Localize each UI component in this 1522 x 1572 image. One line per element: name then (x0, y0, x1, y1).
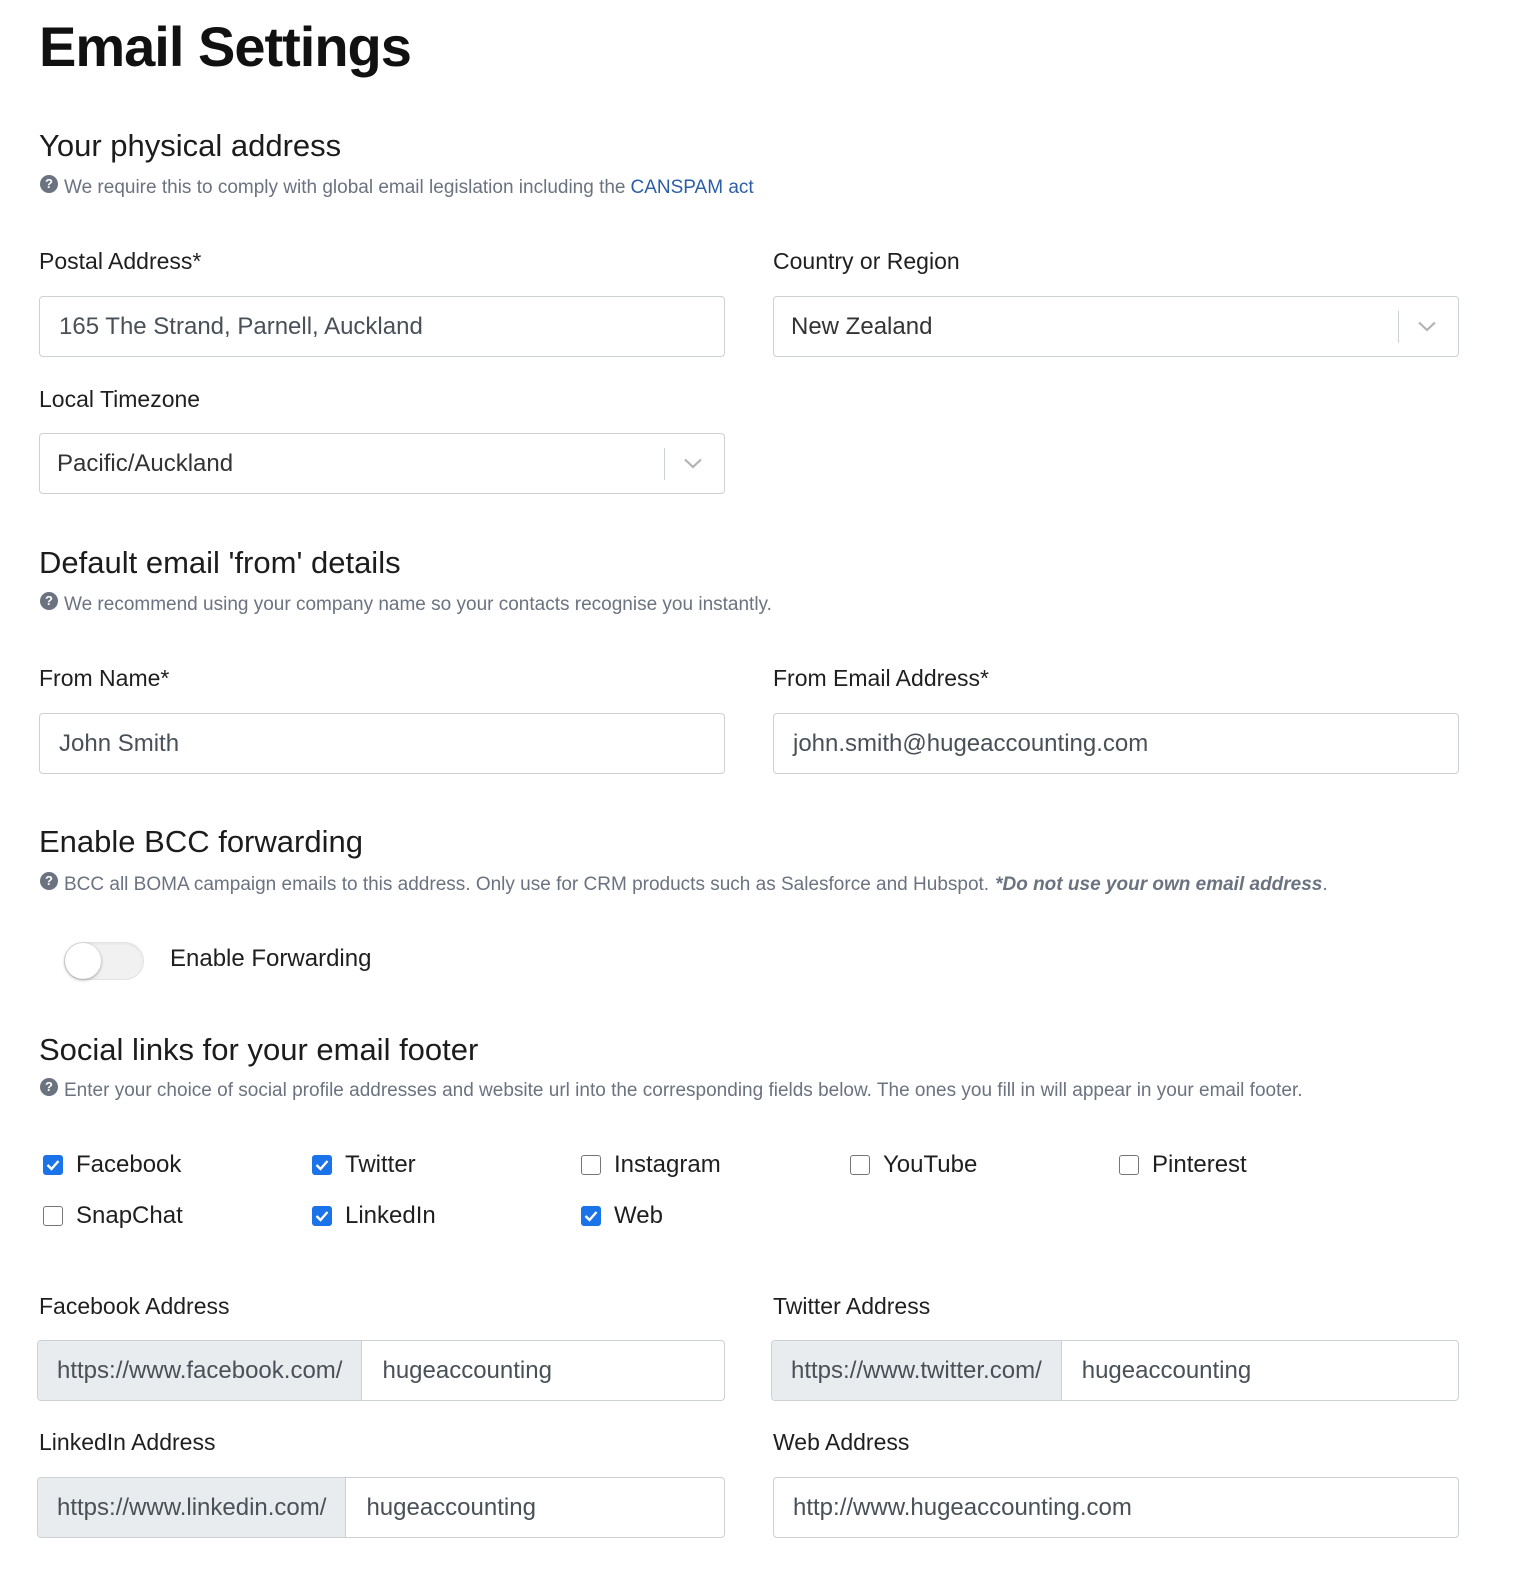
bcc-help (40, 874, 1328, 896)
bcc-help-period: . (1322, 874, 1328, 895)
select-separator (1398, 311, 1399, 343)
facebook-address-group (37, 1340, 725, 1401)
linkedin-address-input[interactable]: hugeaccounting (366, 1493, 536, 1521)
checkbox-label: Pinterest (1152, 1151, 1247, 1178)
country-select[interactable] (773, 296, 1459, 357)
checkbox-youtube[interactable] (850, 1151, 977, 1179)
checkbox-label: YouTube (883, 1151, 978, 1178)
checkbox-pinterest[interactable] (1119, 1151, 1247, 1179)
checkbox-linkedin[interactable] (312, 1202, 436, 1230)
from-name-value: John Smith (59, 729, 180, 757)
checkmark-icon (584, 1210, 598, 1222)
web-address-value: http://www.hugeaccounting.com (793, 1493, 1132, 1521)
timezone-value: Pacific/Auckland (57, 449, 234, 477)
from-section-title: Default email 'from' details (39, 545, 401, 580)
help-icon: ? (40, 175, 58, 193)
web-address-label: Web Address (773, 1429, 910, 1455)
from-email-label: From Email Address* (773, 665, 990, 691)
address-help-text: We require this to comply with global email legislation including the (64, 177, 626, 198)
checkbox-label: Instagram (614, 1151, 721, 1178)
from-name-label: From Name* (39, 665, 170, 691)
checkbox-web[interactable] (581, 1202, 663, 1230)
linkedin-address-group (37, 1477, 725, 1538)
checkbox-box[interactable] (43, 1155, 63, 1175)
checkbox-box[interactable] (312, 1206, 332, 1226)
facebook-address-label: Facebook Address (39, 1293, 230, 1319)
facebook-url-prefix: https://www.facebook.com/ (38, 1341, 362, 1400)
web-address-input[interactable] (773, 1477, 1459, 1538)
bcc-help-warning: *Do not use your own email address (995, 874, 1323, 895)
country-value: New Zealand (791, 312, 933, 340)
from-email-input[interactable] (773, 713, 1459, 774)
twitter-address-group (771, 1340, 1459, 1401)
checkbox-snapchat[interactable] (43, 1202, 183, 1230)
social-help (40, 1080, 1303, 1102)
help-icon: ? (40, 592, 58, 610)
checkbox-facebook[interactable] (43, 1151, 181, 1179)
linkedin-url-prefix: https://www.linkedin.com/ (38, 1478, 346, 1537)
checkbox-label: Twitter (345, 1151, 416, 1178)
checkmark-icon (315, 1210, 329, 1222)
country-label: Country or Region (773, 248, 960, 274)
social-section-title: Social links for your email footer (39, 1032, 479, 1067)
checkbox-twitter[interactable] (312, 1151, 416, 1179)
checkmark-icon (315, 1159, 329, 1171)
twitter-address-label: Twitter Address (773, 1293, 931, 1319)
select-separator (664, 448, 665, 480)
from-help-text: We recommend using your company name so your contacts recognise you instantly. (64, 594, 772, 615)
address-section-title: Your physical address (39, 128, 342, 163)
checkbox-label: SnapChat (76, 1202, 183, 1229)
enable-forwarding-label: Enable Forwarding (170, 945, 372, 972)
social-help-text: Enter your choice of social profile addresses and website url into the corresponding fields below. The ones you fill in will appear in your email footer. (64, 1080, 1303, 1101)
checkbox-box[interactable] (850, 1155, 870, 1175)
address-help (40, 177, 754, 199)
from-email-value: john.smith@hugeaccounting.com (793, 729, 1149, 757)
help-icon: ? (40, 872, 58, 890)
enable-forwarding-toggle[interactable] (64, 942, 144, 980)
postal-address-value: 165 The Strand, Parnell, Auckland (59, 312, 423, 340)
chevron-down-icon[interactable] (683, 457, 703, 471)
from-help (40, 594, 772, 616)
bcc-section-title: Enable BCC forwarding (39, 824, 363, 859)
bcc-help-text: BCC all BOMA campaign emails to this address. Only use for CRM products such as Salesforce and Hubspot. (64, 874, 990, 895)
toggle-knob (65, 943, 101, 979)
facebook-address-input[interactable]: hugeaccounting (382, 1356, 552, 1384)
timezone-label: Local Timezone (39, 386, 201, 412)
postal-address-input[interactable] (39, 296, 725, 357)
help-icon: ? (40, 1078, 58, 1096)
checkbox-label: Web (614, 1202, 663, 1229)
checkbox-label: LinkedIn (345, 1202, 436, 1229)
checkbox-box[interactable] (581, 1206, 601, 1226)
canspam-link[interactable]: CANSPAM act (630, 177, 754, 198)
timezone-select[interactable] (39, 433, 725, 494)
checkbox-box[interactable] (312, 1155, 332, 1175)
page-title: Email Settings (39, 15, 411, 78)
chevron-down-icon[interactable] (1417, 320, 1437, 334)
twitter-url-prefix: https://www.twitter.com/ (772, 1341, 1062, 1400)
postal-address-label: Postal Address* (39, 248, 202, 274)
checkbox-instagram[interactable] (581, 1151, 721, 1179)
twitter-address-input[interactable]: hugeaccounting (1081, 1356, 1252, 1384)
checkbox-box[interactable] (43, 1206, 63, 1226)
checkbox-box[interactable] (581, 1155, 601, 1175)
checkbox-box[interactable] (1119, 1155, 1139, 1175)
checkmark-icon (46, 1159, 60, 1171)
linkedin-address-label: LinkedIn Address (39, 1429, 216, 1455)
from-name-input[interactable] (39, 713, 725, 774)
checkbox-label: Facebook (76, 1151, 182, 1178)
